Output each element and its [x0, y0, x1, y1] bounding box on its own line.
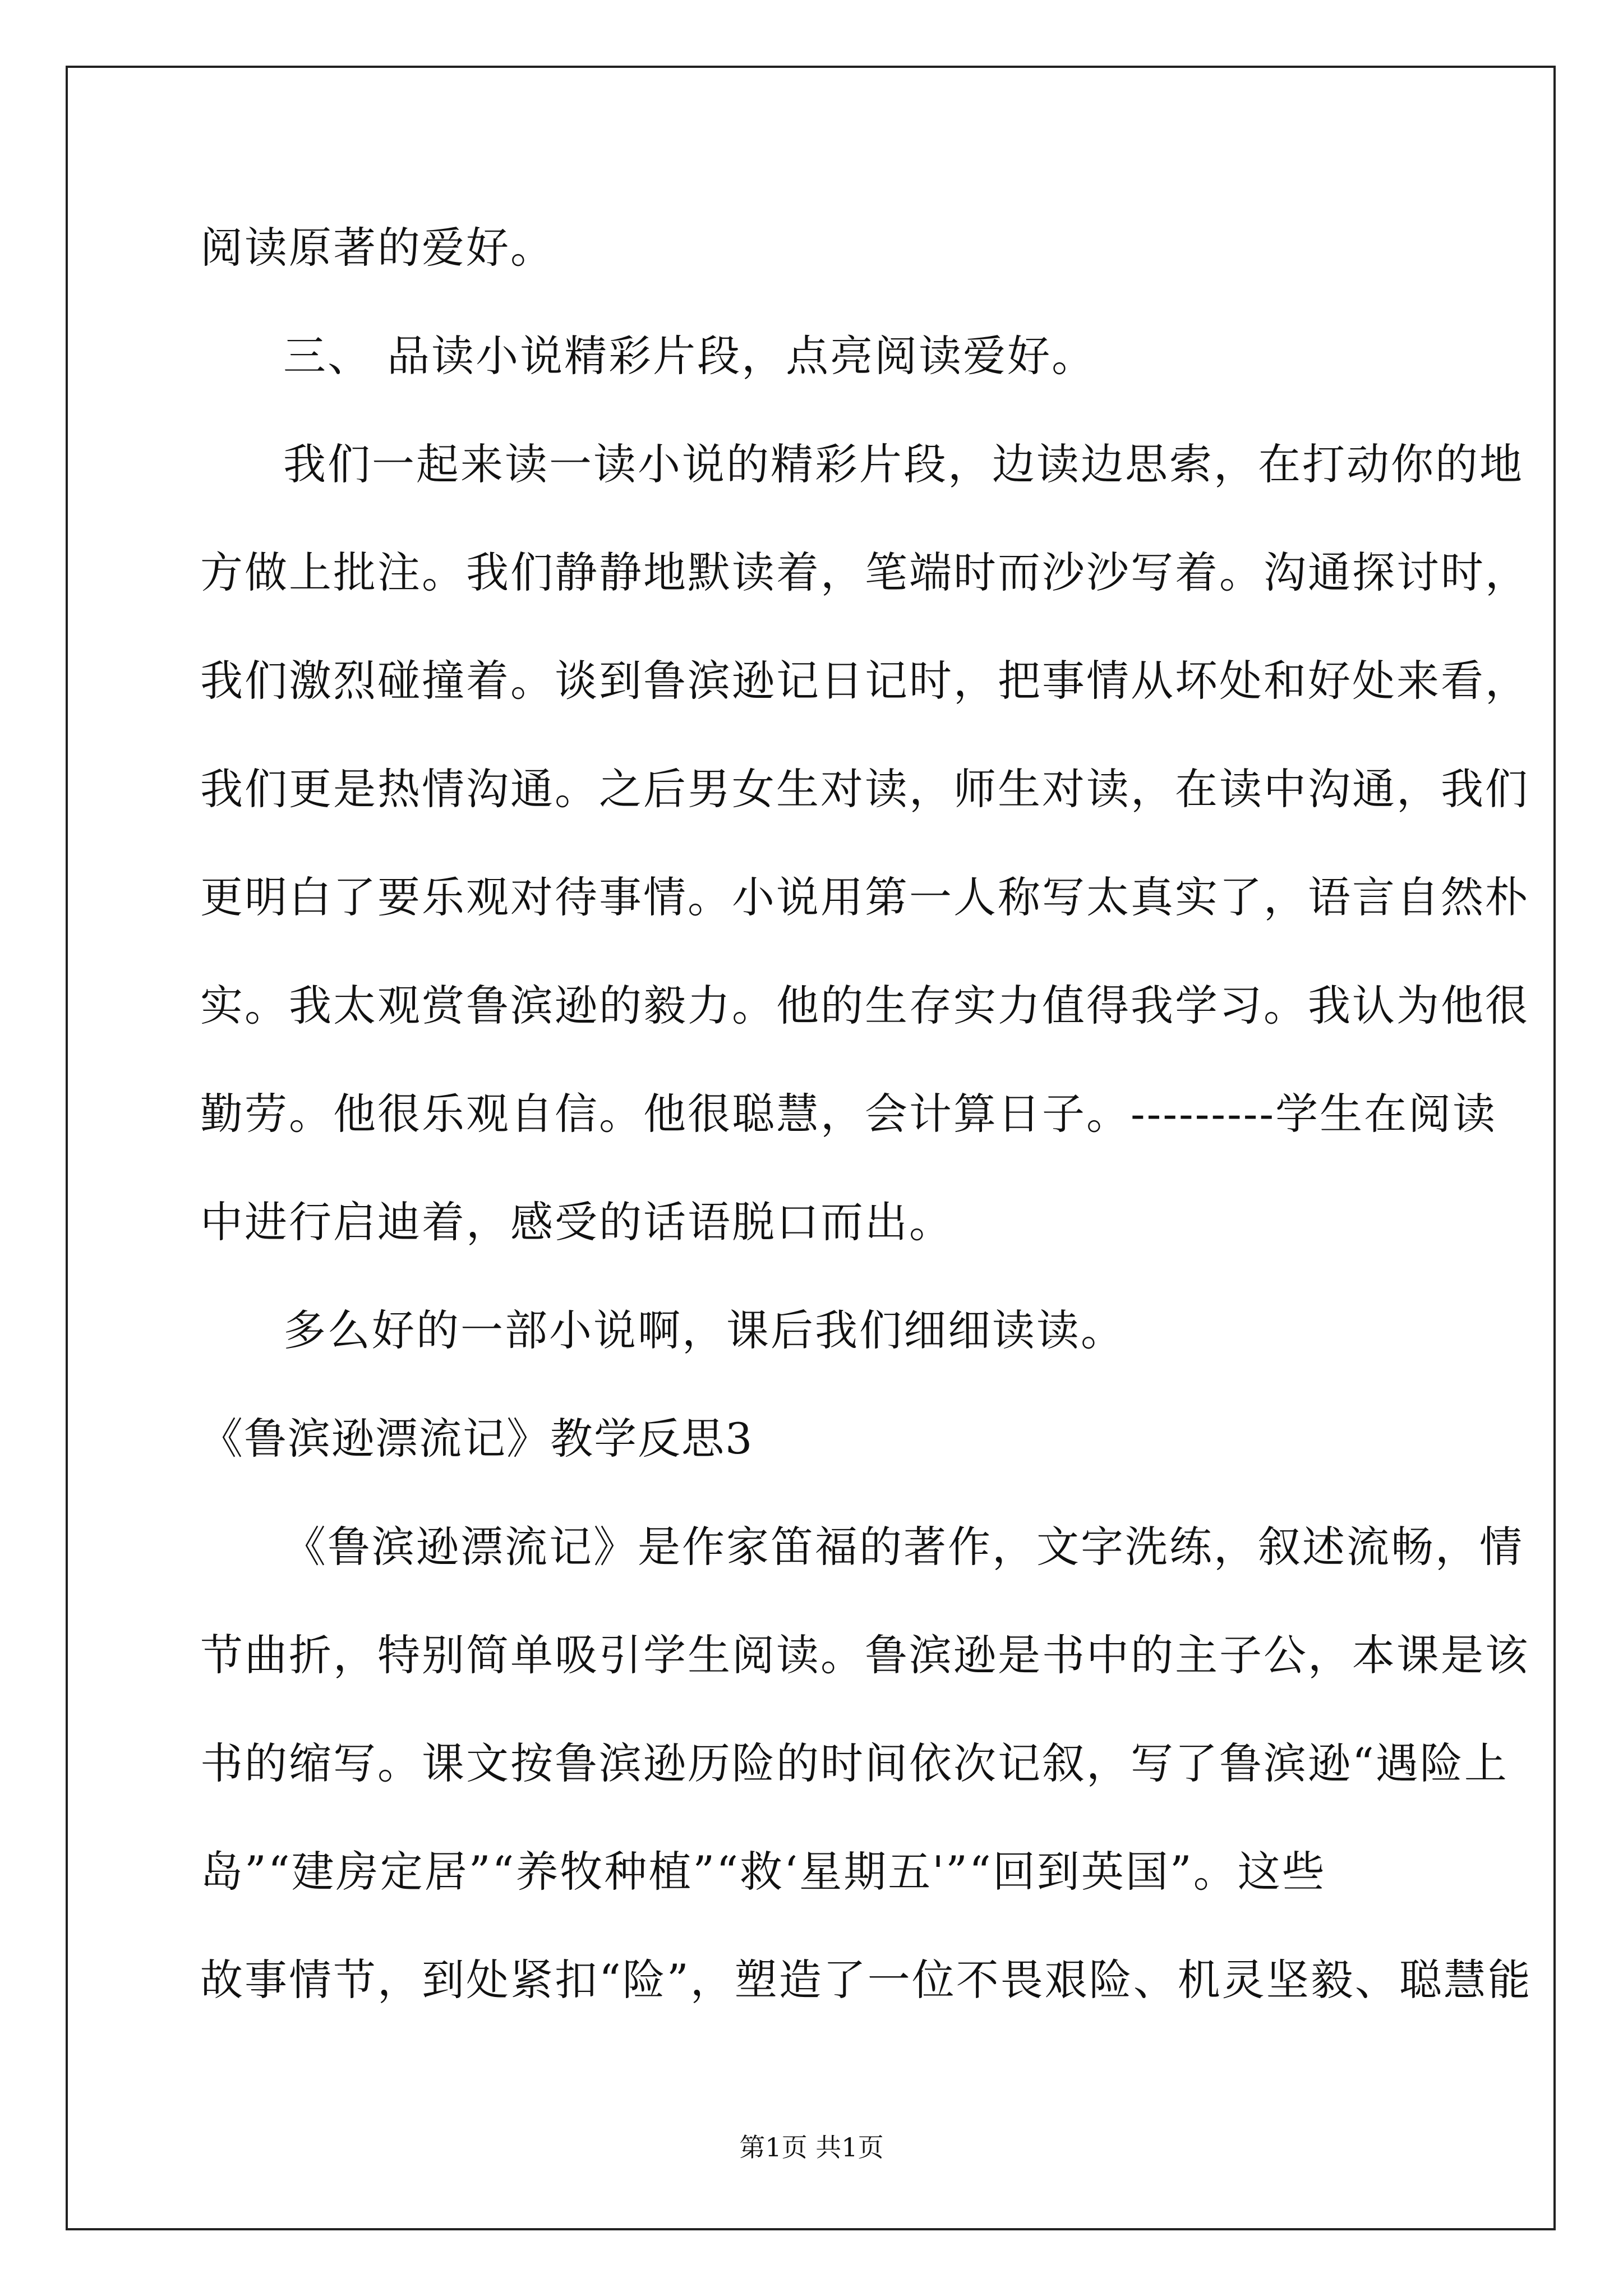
text-line: 勤劳。他很乐观自信。他很聪慧，会计算日子。---------学生在阅读	[200, 1089, 1497, 1139]
article-title: 《鲁滨逊漂流记》教学反思3	[200, 1414, 754, 1464]
text-line: 我们一起来读一读小说的精彩片段，边读边思索，在打动你的地	[283, 439, 1524, 489]
text-line: 中进行启迪着，感受的话语脱口而出。	[200, 1197, 953, 1247]
section-heading-line: 三、 品读小说精彩片段，点亮阅读爱好。	[283, 331, 1096, 381]
text-line: 书的缩写。课文按鲁滨逊历险的时间依次记叙，写了鲁滨逊“遇险上	[200, 1738, 1509, 1788]
text-line: 岛”“建房定居”“养牧种植”“救‘星期五'”“回到英国”。这些	[200, 1847, 1326, 1897]
document-body	[200, 194, 1532, 2034]
text-line: 节曲折，特别简单吸引学生阅读。鲁滨逊是书中的主子公，本课是该	[200, 1630, 1529, 1680]
text-line: 多么好的一部小说啊，课后我们细细读读。	[283, 1305, 1125, 1355]
text-line: 更明白了要乐观对待事情。小说用第一人称写太真实了，语言自然朴	[200, 872, 1529, 922]
text-line: 我们激烈碰撞着。谈到鲁滨逊记日记时，把事情从坏处和好处来看，	[200, 656, 1529, 706]
text-line: 方做上批注。我们静静地默读着，笔端时而沙沙写着。沟通探讨时，	[200, 547, 1529, 597]
text-line: 阅读原著的爱好。	[200, 223, 555, 273]
page-number-footer: 第1页 共1页	[739, 2132, 884, 2162]
text-line: 《鲁滨逊漂流记》是作家笛福的著作，文字洗练，叙述流畅，情	[283, 1522, 1524, 1572]
text-line: 故事情节，到处紧扣“险”，塑造了一位不畏艰险、机灵坚毅、聪慧能	[200, 1955, 1532, 2005]
text-line: 实。我太观赏鲁滨逊的毅力。他的生存实力值得我学习。我认为他很	[200, 981, 1529, 1030]
text-line: 我们更是热情沟通。之后男女生对读，师生对读，在读中沟通，我们	[200, 764, 1529, 814]
